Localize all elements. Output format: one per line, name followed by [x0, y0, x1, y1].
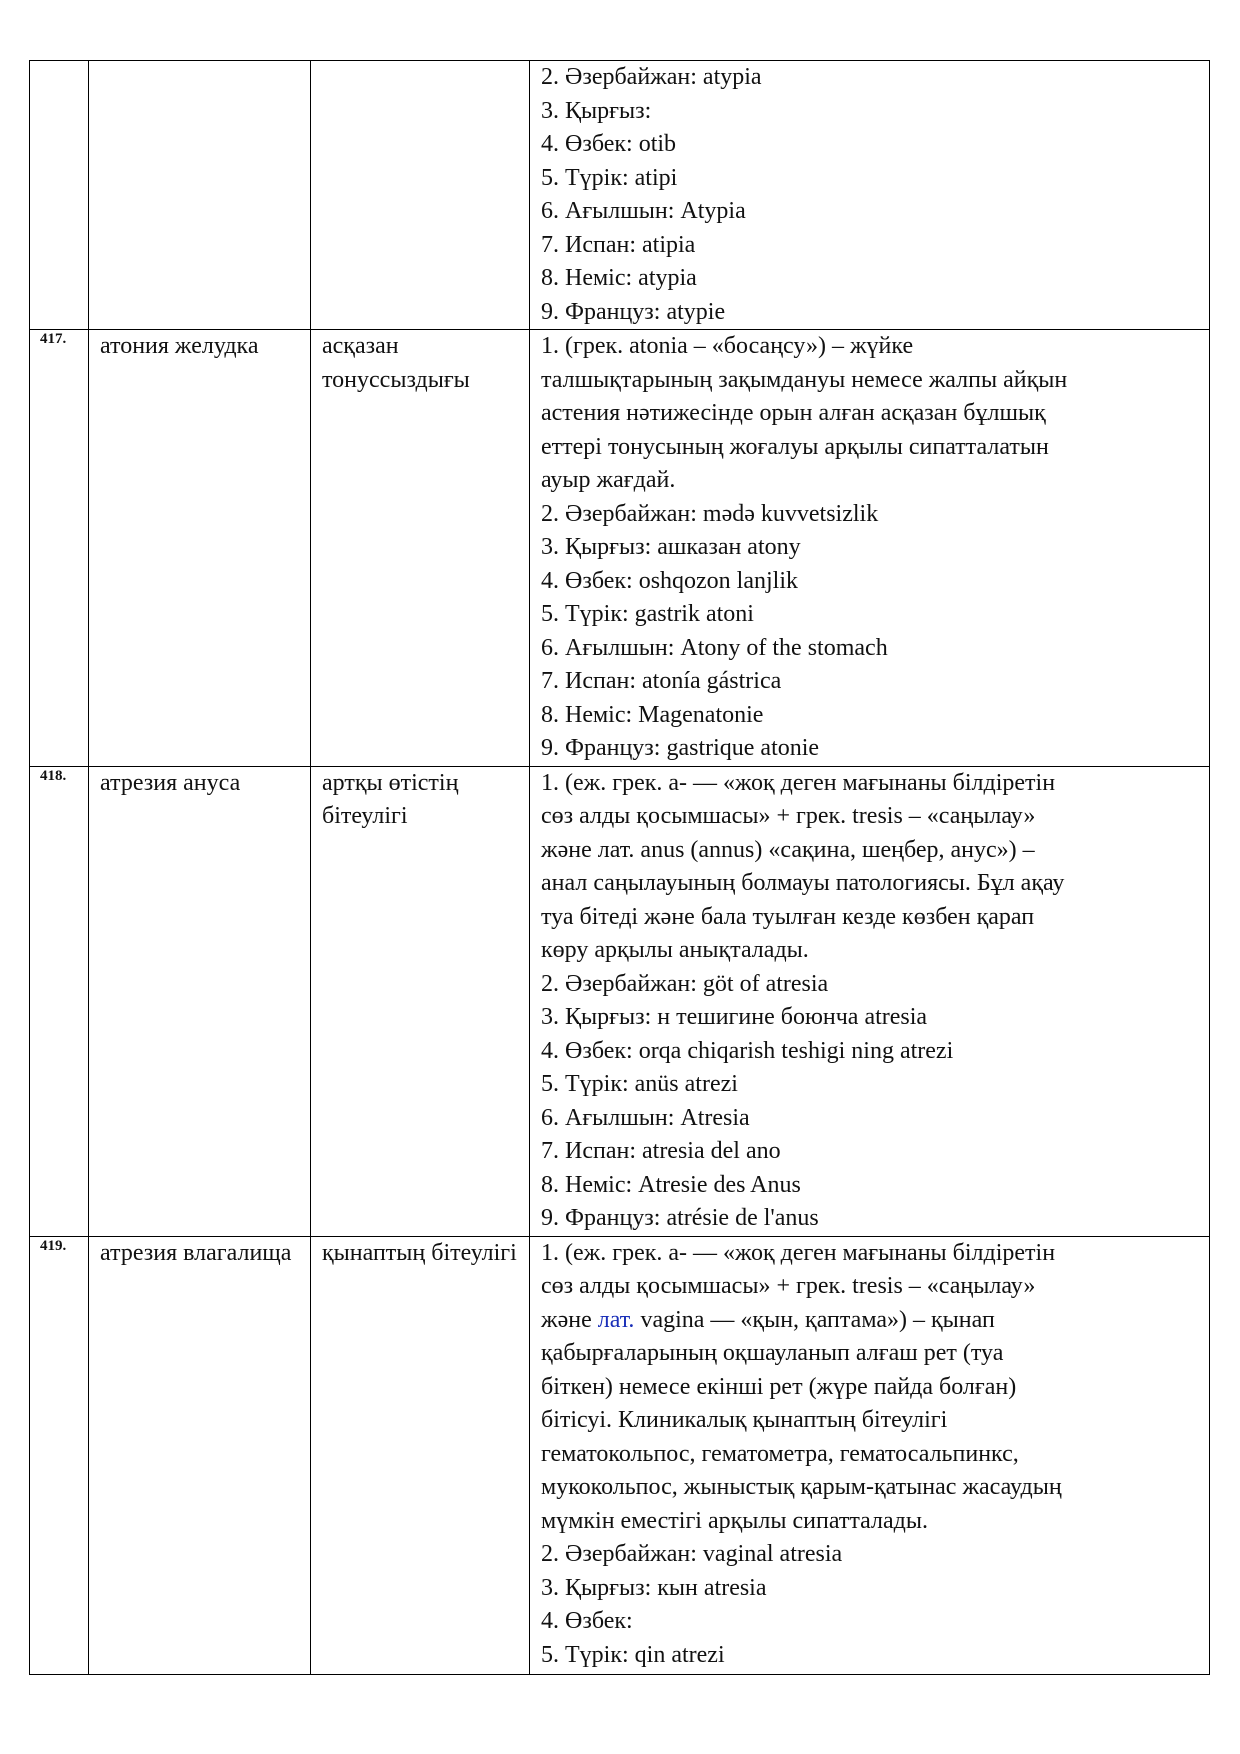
- definition-line: 5. Түрік: atipi: [541, 164, 678, 191]
- definition-line: 9. Француз: atypie: [541, 298, 726, 325]
- definition-line: [541, 1304, 1199, 1338]
- definition-line: 1. (грек. atonia – «босаңсу») – жүйке: [541, 333, 914, 359]
- table-row: [30, 61, 1210, 330]
- entry-number: 419.: [30, 1236, 89, 1674]
- definition-line: көру арқылы анықталады.: [541, 937, 809, 963]
- table-row: [30, 1236, 1210, 1674]
- entry-number: 417.: [30, 330, 89, 767]
- definition-line: сөз алды қосымшасы» + грек. tresis – «саңылау»: [541, 803, 1036, 829]
- definition-line: 3. Қырғыз: ашказан atony: [541, 534, 801, 560]
- definition-line: 9. Француз: gastrique atonie: [541, 735, 820, 761]
- definition-text: vagina — «қын, қаптама») – қынап: [634, 1306, 995, 1333]
- definition-line: 7. Испан: atonía gástrica: [541, 668, 782, 694]
- definition-line: сөз алды қосымшасы» + грек. tresis – «саңылау»: [541, 1273, 1036, 1299]
- definition-line: 4. Өзбек: otib: [541, 131, 677, 157]
- kazakh-term: қынаптың бітеулігі: [311, 1236, 530, 1674]
- definition-line: 8. Неміс: Magenatonie: [541, 701, 764, 728]
- definition-line: 6. Ағылшын: Atypia: [541, 198, 746, 224]
- definition-line: 2. Әзербайжан: mədə kuvvetsizlik: [541, 500, 879, 527]
- definition-line: 2. Әзербайжан: vaginal atresia: [541, 1541, 843, 1567]
- definition-line: қабырғаларының оқшауланып алғаш рет (туа: [541, 1340, 1004, 1366]
- definition-line: туа бітеді және бала туылған кезде көзбен қарап: [541, 903, 1035, 930]
- definition-cell: [530, 766, 1210, 1236]
- russian-term: атрезия ануса: [89, 766, 311, 1236]
- latin-link[interactable]: лат.: [597, 1306, 635, 1333]
- definition-line: 3. Қырғыз: кын atresia: [541, 1574, 767, 1601]
- definition-line: 8. Неміс: Atresie des Anus: [541, 1171, 801, 1198]
- russian-term: [89, 61, 311, 330]
- definition-line: мүмкін еместігі арқылы сипатталады.: [541, 1507, 928, 1534]
- definition-line: 4. Өзбек: orqa chiqarish teshigi ning atrezi: [541, 1037, 954, 1064]
- russian-term: атония желудка: [89, 330, 311, 767]
- definition-line: 5. Түрік: qin atrezi: [541, 1641, 725, 1668]
- definition-line: 7. Испан: atresia del ano: [541, 1138, 781, 1164]
- definition-line: 7. Испан: atipia: [541, 231, 696, 258]
- definition-line: 1. (еж. грек. а- — «жоқ деген мағынаны білдіретін: [541, 769, 1056, 796]
- definition-line: 5. Түрік: gastrik atoni: [541, 601, 754, 627]
- entry-number: [30, 61, 89, 330]
- definition-line: 8. Неміс: atypia: [541, 265, 697, 291]
- dictionary-table: [29, 60, 1210, 1675]
- definition-line: 2. Әзербайжан: atypia: [541, 64, 762, 90]
- table-row: [30, 330, 1210, 767]
- definition-cell: [530, 61, 1210, 330]
- kazakh-term: [311, 61, 530, 330]
- definition-line: талшықтарының зақымдануы немесе жалпы айқын: [541, 366, 1068, 393]
- definition-cell: [530, 330, 1210, 767]
- entry-number: 418.: [30, 766, 89, 1236]
- definition-line: ауыр жағдай.: [541, 467, 676, 493]
- definition-line: бітісуі. Клиникалық қынаптың бітеулігі: [541, 1407, 948, 1433]
- definition-line: анал саңылауының болмауы патологиясы. Бұл ақау: [541, 870, 1065, 896]
- definition-line: 4. Өзбек: oshqozon lanjlik: [541, 567, 799, 594]
- definition-line: еттері тонусының жоғалуы арқылы сипатталатын: [541, 433, 1049, 460]
- definition-line: және лат. anus (annus) «сақина, шеңбер, анус») –: [541, 836, 1035, 863]
- definition-cell: [530, 1236, 1210, 1674]
- definition-line: гематокольпос, гематометра, гематосальпинкс,: [541, 1440, 1019, 1467]
- definition-line: 3. Қырғыз:: [541, 97, 652, 124]
- definition-line: 5. Түрік: anüs atrezi: [541, 1071, 738, 1097]
- definition-line: біткен) немесе екінші рет (жүре пайда болған): [541, 1373, 1017, 1400]
- definition-line: 9. Француз: atrésie de l'anus: [541, 1205, 819, 1231]
- russian-term: атрезия влагалища: [89, 1236, 311, 1674]
- definition-line: 4. Өзбек:: [541, 1608, 633, 1634]
- table-row: [30, 766, 1210, 1236]
- definition-line: 6. Ағылшын: Atony of the stomach: [541, 634, 888, 661]
- kazakh-term: артқы өтістің бітеулігі: [311, 766, 530, 1236]
- definition-line: 2. Әзербайжан: göt of atresia: [541, 970, 829, 997]
- kazakh-term: асқазан тонуссыздығы: [311, 330, 530, 767]
- definition-line: мукокольпос, жыныстық қарым-қатынас жасаудың: [541, 1474, 1062, 1500]
- definition-line: 3. Қырғыз: н тешигине боюнча atresia: [541, 1004, 928, 1030]
- definition-line: астения нәтижесінде орын алған асқазан бұлшық: [541, 400, 1046, 426]
- definition-line: 1. (еж. грек. а- — «жоқ деген мағынаны білдіретін: [541, 1239, 1056, 1266]
- definition-line: 6. Ағылшын: Atresia: [541, 1104, 750, 1131]
- definition-text: және: [541, 1306, 598, 1333]
